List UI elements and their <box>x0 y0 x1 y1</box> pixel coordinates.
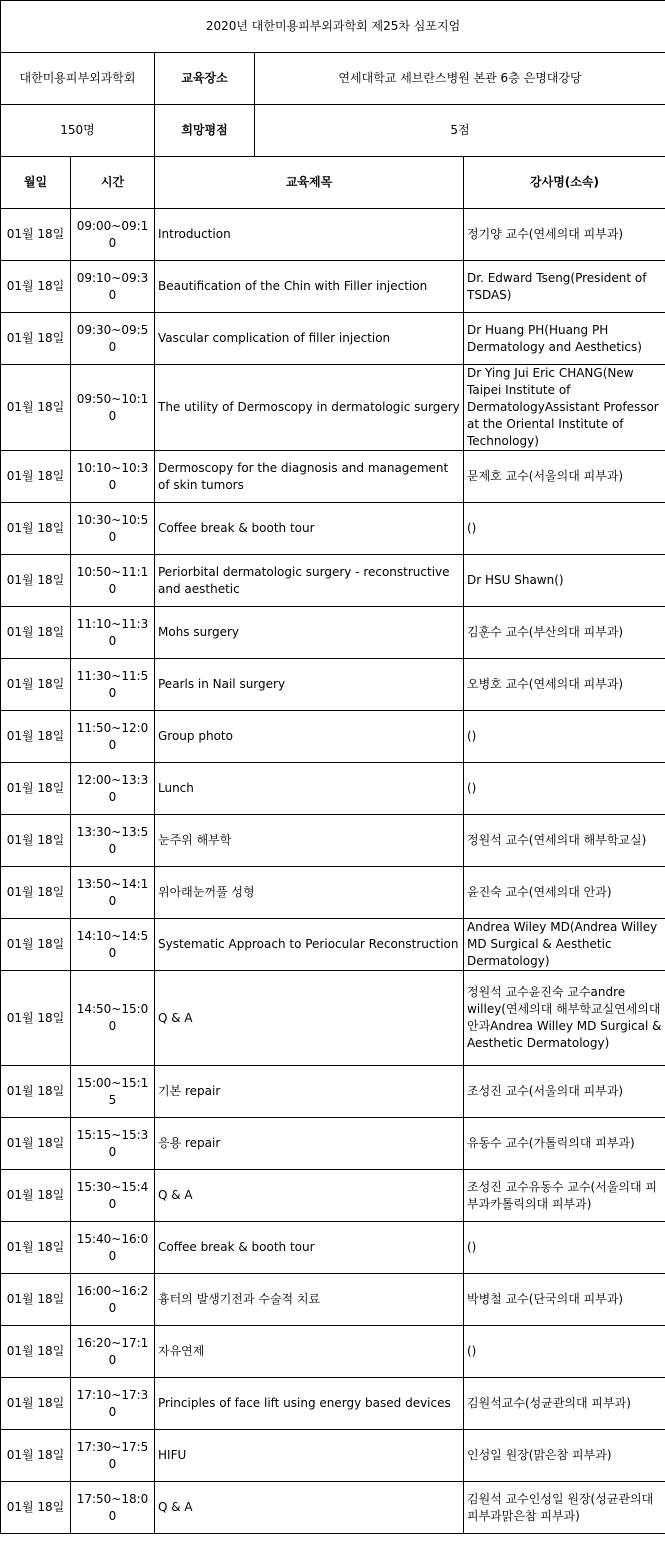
session-speaker: 조성진 교수(서울의대 피부과) <box>464 1066 665 1118</box>
session-title: Beautification of the Chin with Filler injection <box>155 261 464 313</box>
table-row <box>1 1066 665 1118</box>
session-date: 01월 18일 <box>1 1170 71 1222</box>
session-speaker: 박병철 교수(단국의대 피부과) <box>464 1274 665 1326</box>
session-speaker: Dr HSU Shawn() <box>464 555 665 607</box>
session-speaker: Dr Huang PH(Huang PH Dermatology and Aesthetics) <box>464 313 665 365</box>
session-time: 09:30~09:50 <box>71 313 155 365</box>
session-title: Q & A <box>155 1482 464 1534</box>
col-header-time: 시간 <box>71 157 155 209</box>
table-row <box>1 971 665 1066</box>
session-time: 17:50~18:00 <box>71 1482 155 1534</box>
table-row <box>1 451 665 503</box>
col-header-speaker: 강사명(소속) <box>464 157 665 209</box>
session-time: 12:00~13:30 <box>71 763 155 815</box>
session-title: Mohs surgery <box>155 607 464 659</box>
session-time: 15:40~16:00 <box>71 1222 155 1274</box>
session-speaker: 오병호 교수(연세의대 피부과) <box>464 659 665 711</box>
session-time: 15:30~15:40 <box>71 1170 155 1222</box>
table-row <box>1 1222 665 1274</box>
table-row <box>1 209 665 261</box>
session-title: Vascular complication of filler injection <box>155 313 464 365</box>
session-speaker: 유동수 교수(가톨릭의대 피부과) <box>464 1118 665 1170</box>
session-time: 11:30~11:50 <box>71 659 155 711</box>
session-date: 01월 18일 <box>1 451 71 503</box>
venue-label-cell <box>155 53 665 105</box>
capacity: 150명 <box>1 105 155 157</box>
table-row <box>1 1170 665 1222</box>
session-date: 01월 18일 <box>1 365 71 451</box>
col-header-date: 월일 <box>1 157 71 209</box>
session-date: 01월 18일 <box>1 261 71 313</box>
session-time: 10:50~11:10 <box>71 555 155 607</box>
session-time: 14:50~15:00 <box>71 971 155 1066</box>
session-speaker: 김원석 교수인성일 원장(성균관의대 피부과맑은참 피부과) <box>464 1482 665 1534</box>
session-speaker: 윤진숙 교수(연세의대 안과) <box>464 867 665 919</box>
table-row <box>1 763 665 815</box>
session-date: 01월 18일 <box>1 1378 71 1430</box>
session-time: 15:15~15:30 <box>71 1118 155 1170</box>
session-speaker: Dr. Edward Tseng(President of TSDAS) <box>464 261 665 313</box>
table-row <box>1 659 665 711</box>
session-title: Q & A <box>155 971 464 1066</box>
session-speaker: 정원석 교수윤진숙 교수andre willey(연세의대 해부학교실연세의대 안과Andrea Willey MD Surgical & Aesthetic Dermatology) <box>464 971 665 1066</box>
session-title: Dermoscopy for the diagnosis and management of skin tumors <box>155 451 464 503</box>
session-speaker: () <box>464 711 665 763</box>
table-row <box>1 555 665 607</box>
session-time: 13:50~14:10 <box>71 867 155 919</box>
session-date: 01월 18일 <box>1 919 71 971</box>
session-title: Pearls in Nail surgery <box>155 659 464 711</box>
session-date: 01월 18일 <box>1 1430 71 1482</box>
venue-label: 교육장소 <box>155 53 255 104</box>
table-row <box>1 607 665 659</box>
table-row <box>1 867 665 919</box>
table-row <box>1 1118 665 1170</box>
session-speaker: () <box>464 763 665 815</box>
session-title: 위아래눈꺼풀 성형 <box>155 867 464 919</box>
session-date: 01월 18일 <box>1 1482 71 1534</box>
session-speaker: 김원석교수(성균관의대 피부과) <box>464 1378 665 1430</box>
session-time: 09:50~10:10 <box>71 365 155 451</box>
table-row <box>1 1326 665 1378</box>
session-date: 01월 18일 <box>1 867 71 919</box>
score-value: 5점 <box>450 123 470 137</box>
session-time: 13:30~13:50 <box>71 815 155 867</box>
organizer: 대한미용피부외과학회 <box>1 53 155 105</box>
session-date: 01월 18일 <box>1 711 71 763</box>
table-row <box>1 815 665 867</box>
session-time: 11:50~12:00 <box>71 711 155 763</box>
table-row <box>1 503 665 555</box>
session-date: 01월 18일 <box>1 815 71 867</box>
session-title: The utility of Dermoscopy in dermatologic surgery <box>155 365 464 451</box>
session-time: 09:10~09:30 <box>71 261 155 313</box>
score-label: 희망평점 <box>155 105 255 156</box>
session-speaker: Andrea Wiley MD(Andrea Willey MD Surgical & Aesthetic Dermatology) <box>464 919 665 971</box>
session-time: 15:00~15:15 <box>71 1066 155 1118</box>
session-title: 눈주위 해부학 <box>155 815 464 867</box>
session-speaker: 정원석 교수(연세의대 해부학교실) <box>464 815 665 867</box>
event-title: 2020년 대한미용피부외과학회 제25차 심포지엄 <box>1 1 665 53</box>
session-date: 01월 18일 <box>1 555 71 607</box>
score-label-cell <box>155 105 665 157</box>
session-time: 17:30~17:50 <box>71 1430 155 1482</box>
session-title: Q & A <box>155 1170 464 1222</box>
session-time: 16:00~16:20 <box>71 1274 155 1326</box>
session-title: Lunch <box>155 763 464 815</box>
session-time: 10:30~10:50 <box>71 503 155 555</box>
session-date: 01월 18일 <box>1 1274 71 1326</box>
session-title: 흉터의 발생기전과 수술적 치료 <box>155 1274 464 1326</box>
session-title: 기본 repair <box>155 1066 464 1118</box>
session-title: Systematic Approach to Periocular Reconstruction <box>155 919 464 971</box>
venue-value: 연세대학교 세브란스병원 본관 6층 은명대강당 <box>338 71 582 85</box>
session-date: 01월 18일 <box>1 1222 71 1274</box>
session-date: 01월 18일 <box>1 1066 71 1118</box>
session-speaker: 인성일 원장(맑은참 피부과) <box>464 1430 665 1482</box>
session-title: Coffee break & booth tour <box>155 1222 464 1274</box>
session-title: Introduction <box>155 209 464 261</box>
session-date: 01월 18일 <box>1 313 71 365</box>
table-row <box>1 1378 665 1430</box>
session-date: 01월 18일 <box>1 209 71 261</box>
session-date: 01월 18일 <box>1 1326 71 1378</box>
session-title: Periorbital dermatologic surgery - reconstructive and aesthetic <box>155 555 464 607</box>
session-speaker: () <box>464 503 665 555</box>
session-speaker: 문제호 교수(서울의대 피부과) <box>464 451 665 503</box>
session-speaker: Dr Ying Jui Eric CHANG(New Taipei Institute of DermatologyAssistant Professor at the Oriental Institute of Technology) <box>464 365 665 451</box>
session-date: 01월 18일 <box>1 763 71 815</box>
session-title: 자유연제 <box>155 1326 464 1378</box>
session-speaker: () <box>464 1222 665 1274</box>
session-speaker: 조성진 교수유동수 교수(서울의대 피부과카톨릭의대 피부과) <box>464 1170 665 1222</box>
session-time: 17:10~17:30 <box>71 1378 155 1430</box>
table-row <box>1 1274 665 1326</box>
session-date: 01월 18일 <box>1 1118 71 1170</box>
table-row <box>1 365 665 451</box>
session-title: Principles of face lift using energy based devices <box>155 1378 464 1430</box>
session-title: HIFU <box>155 1430 464 1482</box>
session-time: 14:10~14:50 <box>71 919 155 971</box>
table-row <box>1 1482 665 1534</box>
table-row <box>1 711 665 763</box>
session-title: Coffee break & booth tour <box>155 503 464 555</box>
session-time: 10:10~10:30 <box>71 451 155 503</box>
session-date: 01월 18일 <box>1 971 71 1066</box>
col-header-title: 교육제목 <box>155 157 464 209</box>
table-row <box>1 1430 665 1482</box>
table-row <box>1 261 665 313</box>
session-time: 09:00~09:10 <box>71 209 155 261</box>
table-row <box>1 919 665 971</box>
session-date: 01월 18일 <box>1 607 71 659</box>
session-title: 응용 repair <box>155 1118 464 1170</box>
session-date: 01월 18일 <box>1 503 71 555</box>
session-speaker: 정기양 교수(연세의대 피부과) <box>464 209 665 261</box>
session-time: 16:20~17:10 <box>71 1326 155 1378</box>
session-time: 11:10~11:30 <box>71 607 155 659</box>
session-date: 01월 18일 <box>1 659 71 711</box>
table-row <box>1 313 665 365</box>
session-title: Group photo <box>155 711 464 763</box>
session-speaker: () <box>464 1326 665 1378</box>
session-speaker: 김훈수 교수(부산의대 피부과) <box>464 607 665 659</box>
